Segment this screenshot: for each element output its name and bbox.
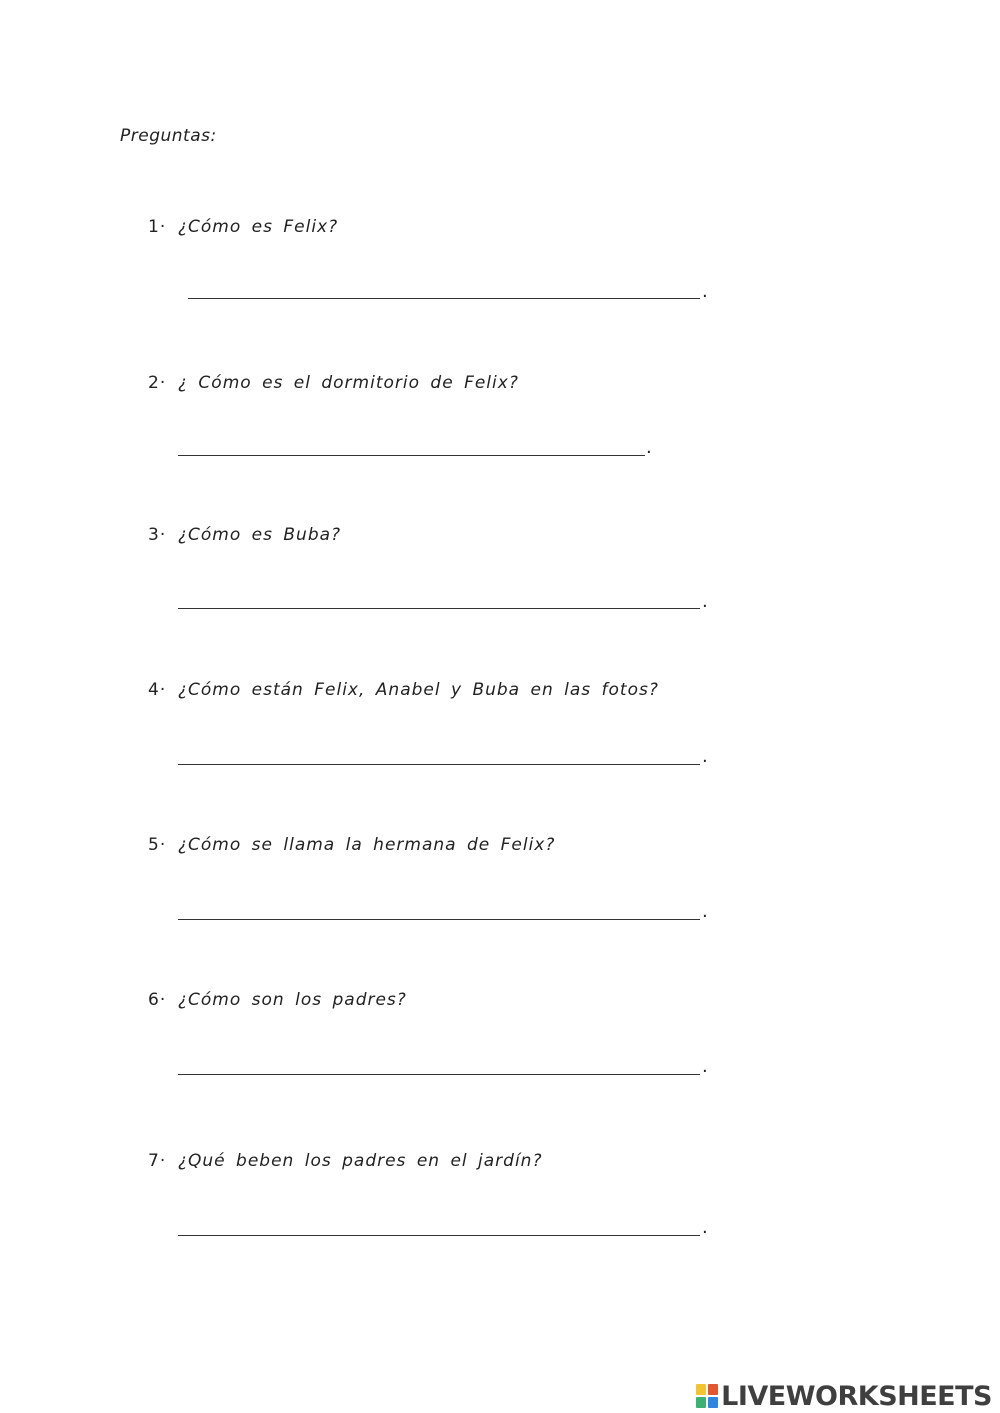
logo-square-icon xyxy=(696,1397,706,1408)
answer-period: . xyxy=(646,437,652,458)
question-number: 1· xyxy=(148,217,167,237)
question-5 xyxy=(148,835,555,855)
question-7 xyxy=(148,1151,542,1171)
question-text: ¿Cómo es Buba? xyxy=(178,525,342,545)
question-number: 2· xyxy=(148,373,167,393)
question-number: 7· xyxy=(148,1151,167,1171)
question-number: 5· xyxy=(148,835,167,855)
answer-input-2[interactable] xyxy=(178,430,645,456)
answer-input-5[interactable] xyxy=(178,894,700,920)
question-text: ¿Cómo son los padres? xyxy=(178,990,407,1010)
answer-input-6[interactable] xyxy=(178,1049,700,1075)
logo-square-icon xyxy=(708,1384,718,1395)
answer-period: . xyxy=(702,901,708,922)
question-number: 3· xyxy=(148,525,167,545)
question-2 xyxy=(148,373,519,393)
question-number: 4· xyxy=(148,680,167,700)
answer-period: . xyxy=(702,591,708,612)
question-1 xyxy=(148,217,338,237)
question-number: 6· xyxy=(148,990,167,1010)
question-text: ¿Qué beben los padres en el jardín? xyxy=(178,1151,543,1171)
question-text: ¿Cómo es Felix? xyxy=(178,217,339,237)
liveworksheets-logo xyxy=(696,1380,992,1412)
logo-square-icon xyxy=(708,1397,718,1408)
answer-input-1[interactable] xyxy=(188,273,700,299)
answer-period: . xyxy=(702,281,708,302)
answer-input-7[interactable] xyxy=(178,1210,700,1236)
liveworksheets-icon xyxy=(696,1384,718,1408)
liveworksheets-wordmark: LIVEWORKSHEETS xyxy=(721,1380,992,1412)
question-text: ¿ Cómo es el dormitorio de Felix? xyxy=(178,373,519,393)
answer-input-3[interactable] xyxy=(178,583,700,609)
question-6 xyxy=(148,990,407,1010)
worksheet-heading: Preguntas: xyxy=(120,126,217,146)
question-text: ¿Cómo se llama la hermana de Felix? xyxy=(178,835,556,855)
answer-period: . xyxy=(702,746,708,767)
question-3 xyxy=(148,525,341,545)
answer-period: . xyxy=(702,1217,708,1238)
answer-input-4[interactable] xyxy=(178,739,700,765)
logo-square-icon xyxy=(696,1384,706,1395)
question-4 xyxy=(148,680,659,700)
answer-period: . xyxy=(702,1056,708,1077)
question-text: ¿Cómo están Felix, Anabel y Buba en las fotos? xyxy=(178,680,659,700)
